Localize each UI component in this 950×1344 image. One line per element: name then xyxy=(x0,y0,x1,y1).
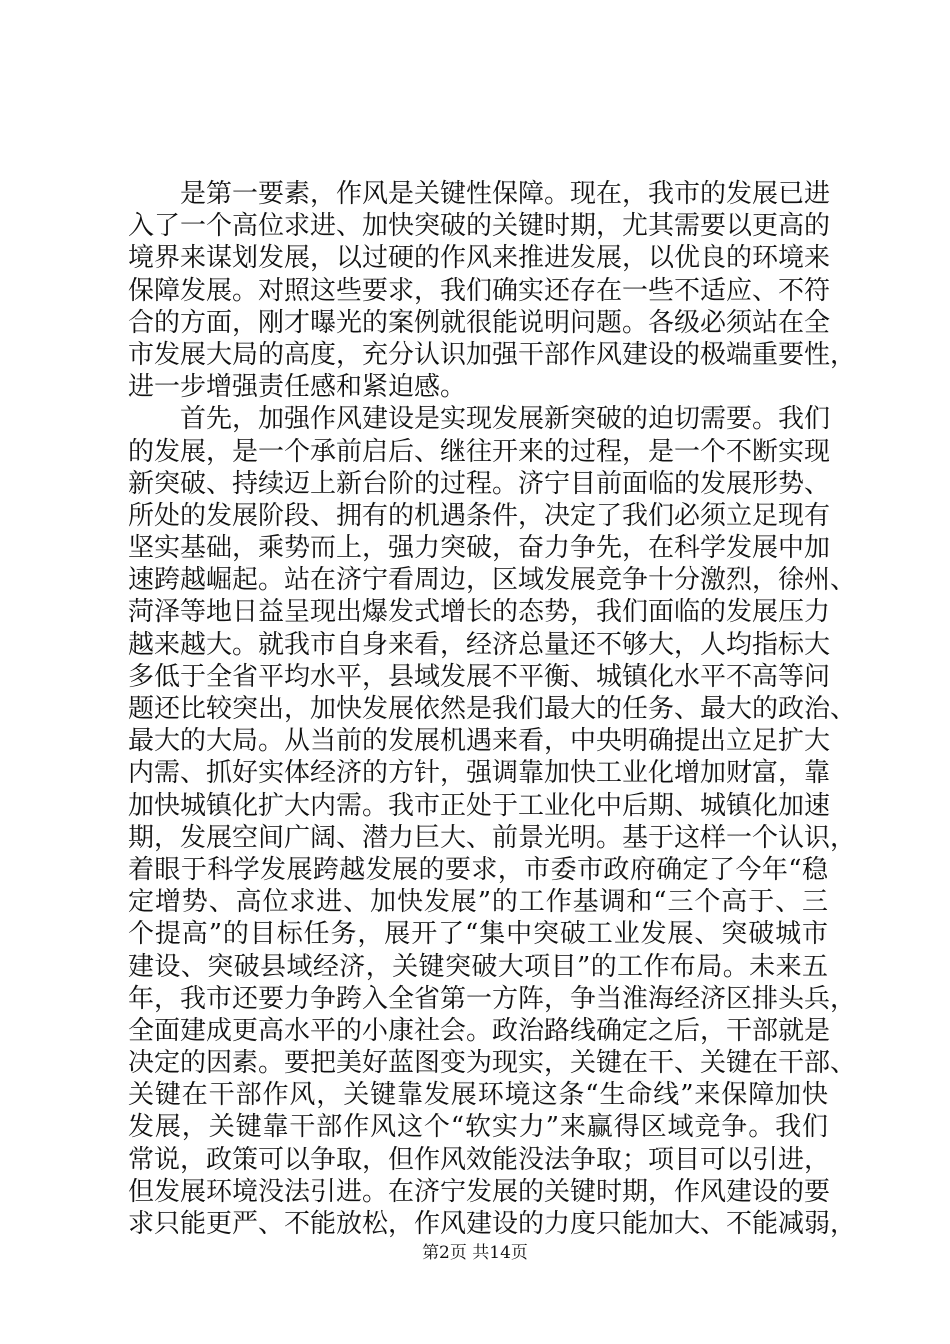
text-line: 但发展环境没法引进。在济宁发展的关键时期，作风建设的要 xyxy=(128,1176,831,1207)
text-line: 发展，关键靠干部作风这个“软实力”来赢得区域竞争。我们 xyxy=(128,1112,828,1143)
text-line: 建设、突破县域经济，关键突破大项目”的工作布局。未来五 xyxy=(128,951,828,982)
text-line: 保障发展。对照这些要求，我们确实还存在一些不适应、不符 xyxy=(128,275,831,306)
text-line: 合的方面，刚才曝光的案例就很能说明问题。各级必须站在全 xyxy=(128,307,831,338)
text-line: 速跨越崛起。站在济宁看周边，区域发展竞争十分激烈，徐州、 xyxy=(128,565,857,596)
text-line: 进一步增强责任感和紧迫感。 xyxy=(128,372,467,403)
text-line: 境界来谋划发展，以过硬的作风来推进发展，以优良的环境来 xyxy=(128,243,831,274)
text-line: 期，发展空间广阔、潜力巨大、前景光明。基于这样一个认识， xyxy=(128,822,857,853)
text-line: 越来越大。就我市自身来看，经济总量还不够大，人均指标大 xyxy=(128,629,831,660)
text-line: 坚实基础，乘势而上，强力突破，奋力争先，在科学发展中加 xyxy=(128,533,831,564)
paragraph xyxy=(128,403,857,1240)
text-line: 多低于全省平均水平，县域发展不平衡、城镇化水平不高等问 xyxy=(128,661,831,692)
text-line: 新突破、持续迈上新台阶的过程。济宁目前面临的发展形势、 xyxy=(128,468,831,499)
text-line: 市发展大局的高度，充分认识加强干部作风建设的极端重要性， xyxy=(128,339,857,370)
text-line: 菏泽等地日益呈现出爆发式增长的态势，我们面临的发展压力 xyxy=(128,597,831,628)
paragraph xyxy=(128,178,857,403)
text-line: 定增势、高位求进、加快发展”的工作基调和“三个高于、三 xyxy=(128,887,828,918)
text-line: 所处的发展阶段、拥有的机遇条件，决定了我们必须立足现有 xyxy=(128,500,831,531)
text-line: 加快城镇化扩大内需。我市正处于工业化中后期、城镇化加速 xyxy=(128,790,831,821)
text-line: 决定的因素。要把美好蓝图变为现实，关键在干、关键在干部、 xyxy=(128,1048,857,1079)
text-line: 首先，加强作风建设是实现发展新突破的迫切需要。我们 xyxy=(180,404,831,435)
text-line: 内需、抓好实体经济的方针，强调靠加快工业化增加财富，靠 xyxy=(128,758,831,789)
text-line: 个提高”的目标任务，展开了“集中突破工业发展、突破城市 xyxy=(128,919,828,950)
text-line: 题还比较突出，加快发展依然是我们最大的任务、最大的政治、 xyxy=(128,694,857,724)
text-line: 着眼于科学发展跨越发展的要求，市委市政府确定了今年“稳 xyxy=(128,854,828,885)
text-line: 全面建成更高水平的小康社会。政治路线确定之后，干部就是 xyxy=(128,1015,831,1046)
text-line: 关键在干部作风，关键靠发展环境这条“生命线”来保障加快 xyxy=(128,1080,828,1111)
text-line: 最大的大局。从当前的发展机遇来看，中央明确提出立足扩大 xyxy=(128,726,831,757)
text-line: 是第一要素，作风是关键性保障。现在，我市的发展已进 xyxy=(180,179,831,209)
page-footer: 第2页 共14页 xyxy=(422,1243,528,1263)
text-line: 常说，政策可以争取，但作风效能没法争取；项目可以引进， xyxy=(128,1144,831,1175)
text-line: 的发展，是一个承前启后、继往开来的过程，是一个不断实现 xyxy=(128,436,831,467)
text-line: 入了一个高位求进、加快突破的关键时期，尤其需要以更高的 xyxy=(128,211,831,242)
body-text xyxy=(128,178,857,1240)
text-line: 年，我市还要力争跨入全省第一方阵，争当淮海经济区排头兵， xyxy=(128,983,857,1014)
text-line: 求只能更严、不能放松，作风建设的力度只能加大、不能减弱， xyxy=(128,1209,857,1239)
